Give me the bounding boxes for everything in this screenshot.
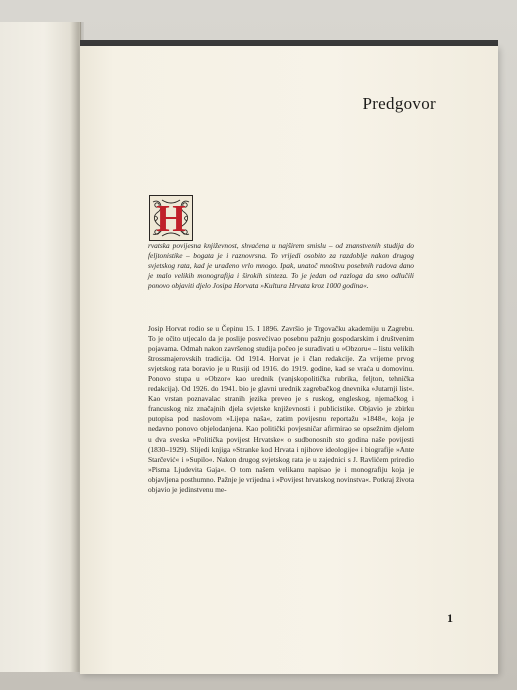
page-title: Predgovor bbox=[362, 94, 436, 113]
paragraph-biography: Josip Horvat rodio se u Čepinu 15. I 1896. Završio je Trgovačku akademiju u Zagrebu. To je očito utjecalo da je poslije posvećivao posebnu pažnju gospodarskim i društvenim pojavama. Odmah nakon završenog studija počeo je surađivati u »Obzoru« – listu velikih štrossmajerovskih tradicija. Od 1914. Horvat je i član redakcije. Za vrijeme prvog svjetskog rata boravio je u Rusiji od 1916. do 1919. godine, kad se vraća u domovinu. Ponovo stupa u »Obzor« kao urednik (vanjskopolitička rubrika, feljton, tehnička redakcija). Od 1926. do 1941. bio je glavni urednik zagrebačkog dnevnika »Jutarnji list«. Kao vrstan poznavalac stranih jezika prevео je s ruskog, engleskog, njemačkog i francuskog niz značajnih djela svjetske književnosti i publicistike. Objavio je zbirku putopisa pod naslovom »Lijepa naša«, zatim povijesnu reportažu »1848«, koja je nedavno ponovo objelodanjena. Kao politički povjesničar afirmirao se opsežnim djelom u dva sveska »Politička povijest Hrvatske« o sudbonosnih sto godina naše povijesti (1830–1929). Slijedi knjiga »Stranke kod Hrvata i njihove ideologije« i biografije »Ante Starčević« i »Supilo«. Nakon drugog svjetskog rata je u zajednici s J. Ravlićem priredio »Pisma Ljudevita Gaja«. O tom našem velikanu napisao je i monografiju koja je objavljena posthumno. Pažnje je vrijedna i »Povijest hrvatskog novinstva«. Potkraj života objavio je jedinstvenu me- bbox=[148, 324, 414, 494]
ornamental-drop-cap bbox=[149, 195, 193, 241]
left-page-edge bbox=[0, 22, 81, 672]
drop-cap-letter: H bbox=[156, 198, 186, 240]
book-page bbox=[80, 46, 498, 674]
paragraph-intro: rvatska povijesna književnost, shvaćena u najširem smislu – od znanstvenih studija do feljtonistike – bogata je i raznovrsna. To vrijedi osobito za razdoblje nakon drugog svjetskog rata, kad je urađeno vrlo mnogo. Ipak, unatoč mnoštvu posebnih radova dano je malo velikih monografija i širokih sinteza. To je jedan od razloga da smo odlučili ponovo objaviti djelo Josipa Horvata »Kultura Hrvata kroz 1000 godina«. bbox=[148, 241, 414, 291]
page-number: 1 bbox=[447, 611, 453, 625]
